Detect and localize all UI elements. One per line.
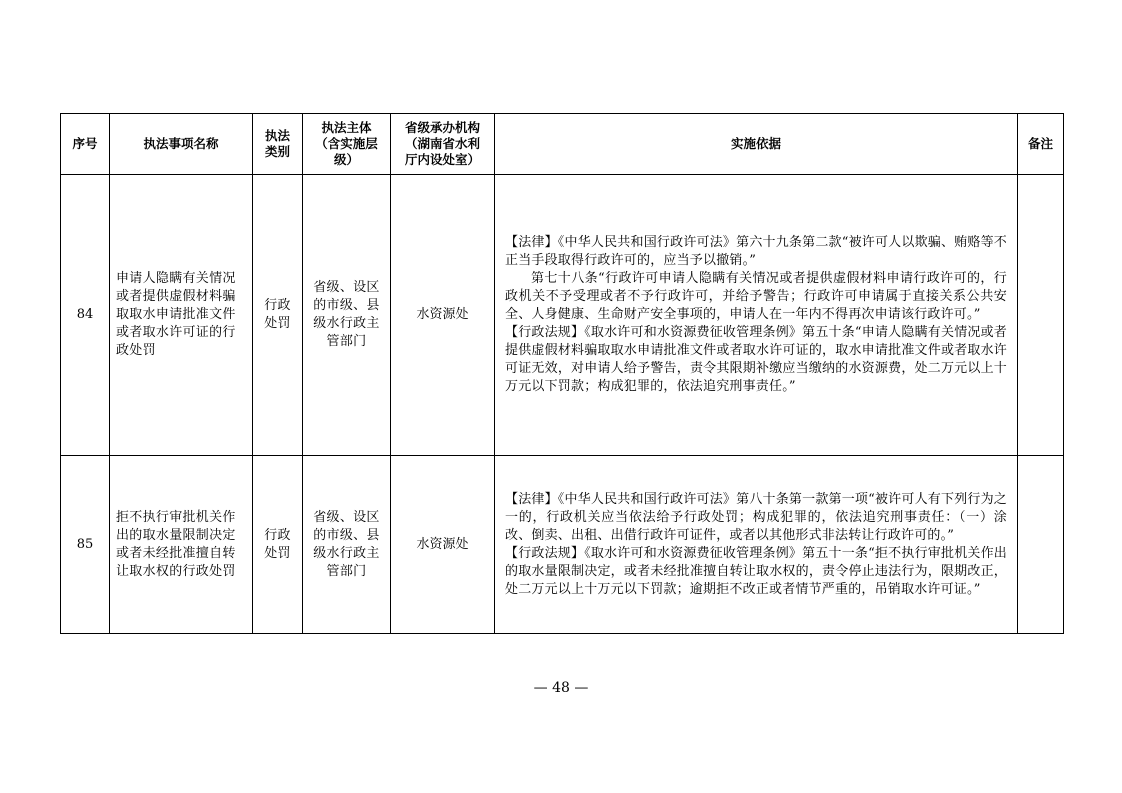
- row-provincial-agency: 水资源处: [391, 456, 495, 634]
- row-subject: [303, 456, 391, 634]
- basis-paragraph: 【法律】《中华人民共和国行政许可法》第八十条第一款第一项“被许可人有下列行为之一的，行政机关应当依法给予行政处罚；构成犯罪的，依法追究刑事责任：（一）涂改、倒卖、出租、出借行政许可证件，或者以其他形式非法转让行政许可的。”: [505, 491, 1007, 543]
- table-row: [61, 456, 1064, 634]
- basis-paragraph: 第七十八条“行政许可申请人隐瞒有关情况或者提供虚假材料申请行政许可的，行政机关不予受理或者不予行政许可，并给予警告；行政许可申请属于直接关系公共安全、人身健康、生命财产安全事项的，申请人在一年内不得再次申请该行政许可。”: [505, 271, 1007, 322]
- page-number: — 48 —: [533, 680, 589, 696]
- table-header-row: [61, 114, 1064, 175]
- basis-paragraph: 【法律】《中华人民共和国行政许可法》第六十九条第二款“被许可人以欺骗、贿赂等不正当手段取得行政许可的，应当予以撤销。”: [505, 235, 1007, 268]
- row-remarks: [1018, 456, 1064, 634]
- row-basis: [495, 175, 1018, 456]
- basis-paragraph: 【行政法规】《取水许可和水资源费征收管理条例》第五十条“申请人隐瞒有关情况或者提供虚假材料骗取取水申请批准文件或者取水许可证的，取水申请批准文件或者取水许可证无效，对申请人给予警告，责令其限期补缴应当缴纳的水资源费，处二万元以上十万元以下罚款；构成犯罪的，依法追究刑事责任。”: [505, 325, 1007, 394]
- header-provincial-agency-text: 省级承办机构（湖南省水利厅内设处室）: [404, 120, 480, 167]
- row-subject-text: 省级、设区的市级、县级水行政主管部门: [313, 509, 380, 579]
- header-provincial-agency: [391, 114, 495, 175]
- row-seq: 85: [61, 456, 110, 634]
- row-basis: [495, 456, 1018, 634]
- row-enforcement-type-text: 行政处罚: [264, 298, 291, 331]
- header-subject-text: 执法主体（含实施层级）: [315, 120, 378, 167]
- row-seq: 84: [61, 175, 110, 456]
- header-enforcement-type-text: 执法类别: [265, 128, 291, 159]
- enforcement-items-table: [60, 113, 1064, 634]
- header-remarks: 备注: [1018, 114, 1064, 175]
- row-provincial-agency: 水资源处: [391, 175, 495, 456]
- table-row: [61, 175, 1064, 456]
- row-remarks: [1018, 175, 1064, 456]
- row-subject: [303, 175, 391, 456]
- header-seq: 序号: [61, 114, 110, 175]
- basis-paragraph: 【行政法规】《取水许可和水资源费征收管理条例》第五十一条“拒不执行审批机关作出的取水量限制决定，或者未经批准擅自转让取水权的，责令停止违法行为，限期改正，处二万元以上十万元以下罚款；逾期拒不改正或者情节严重的，吊销取水许可证。”: [505, 545, 1007, 597]
- header-basis: 实施依据: [495, 114, 1018, 175]
- row-enforcement-type: [253, 175, 303, 456]
- header-item-name: 执法事项名称: [110, 114, 253, 175]
- row-enforcement-type: [253, 456, 303, 634]
- row-subject-text: 省级、设区的市级、县级水行政主管部门: [313, 280, 380, 349]
- header-subject: [303, 114, 391, 175]
- row-item-name: 申请人隐瞒有关情况或者提供虚假材料骗取取水申请批准文件或者取水许可证的行政处罚: [110, 175, 253, 456]
- row-enforcement-type-text: 行政处罚: [264, 527, 291, 561]
- header-enforcement-type: [253, 114, 303, 175]
- row-item-name: 拒不执行审批机关作出的取水量限制决定或者未经批准擅自转让取水权的行政处罚: [110, 456, 253, 634]
